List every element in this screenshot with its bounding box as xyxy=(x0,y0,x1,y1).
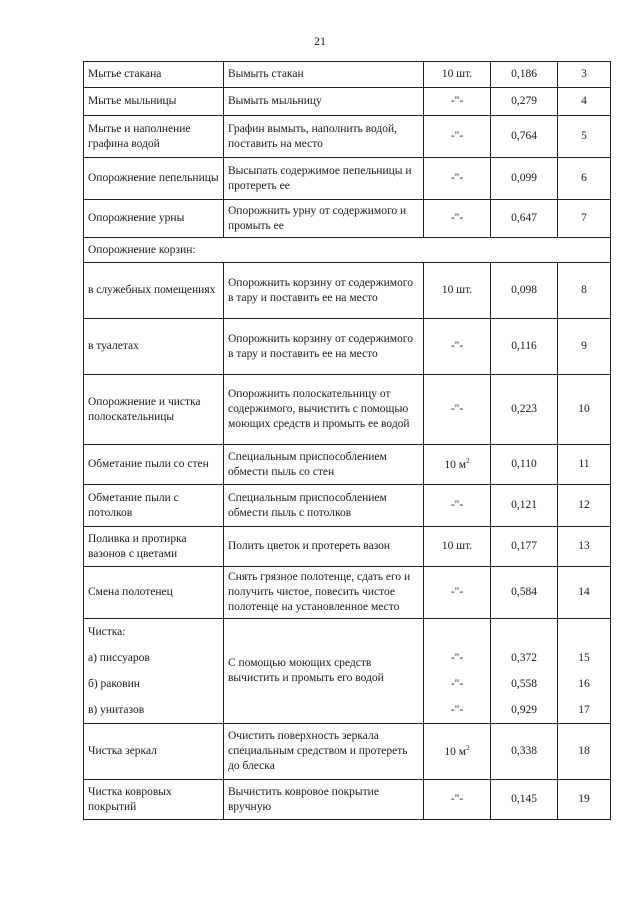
cleaning-item-label: б) раковин xyxy=(88,678,140,690)
description-cell: Опорожнить корзину от содержимого в тару и поставить ее на место xyxy=(224,319,424,375)
section-title: Опорожнение корзин: xyxy=(84,238,611,263)
cleaning-title: Чистка: xyxy=(88,626,126,638)
unit-cell: -"- xyxy=(424,780,491,820)
table-row xyxy=(84,263,611,319)
row-number-cell: 18 xyxy=(558,724,611,780)
norm-value: 0,558 xyxy=(511,678,537,690)
unit-value: -"- xyxy=(450,704,464,716)
table-row xyxy=(84,724,611,780)
operation-cell: Опорожнение и чистка полоскательницы xyxy=(84,375,224,445)
table-row xyxy=(84,445,611,485)
norm-value-cell: 0,110 xyxy=(491,445,558,485)
norm-value-cell: 0,099 xyxy=(491,158,558,200)
description-cell: Опорожнить корзину от содержимого в тару и поставить ее на место xyxy=(224,263,424,319)
unit-cell: -"- xyxy=(424,485,491,527)
table-row xyxy=(84,780,611,820)
unit-exponent: 2 xyxy=(466,456,470,465)
table-row xyxy=(84,567,611,619)
row-number-cell: 10 xyxy=(558,375,611,445)
operation-cell: Опорожнение урны xyxy=(84,200,224,238)
description-cell: Высыпать содержимое пепельницы и протереть ее xyxy=(224,158,424,200)
table-row xyxy=(84,527,611,567)
unit-base: 10 м xyxy=(444,745,467,758)
operation-cell: Чистка ковровых покрытий xyxy=(84,780,224,820)
row-number-cell: 6 xyxy=(558,158,611,200)
operation-cell: Мытье мыльницы xyxy=(84,88,224,116)
norm-value-cell: 0,584 xyxy=(491,567,558,619)
norm-value-cell: 0,338 xyxy=(491,724,558,780)
unit-cell: -"- xyxy=(424,375,491,445)
description-cell: Графин вымыть, наполнить водой, поставить на место xyxy=(224,116,424,158)
unit-exponent: 2 xyxy=(466,743,470,752)
unit-cell: 10 шт. xyxy=(424,62,491,88)
row-number: 16 xyxy=(578,678,590,690)
operation-cell: Обметание пыли с потолков xyxy=(84,485,224,527)
unit-cell: -"- xyxy=(424,319,491,375)
description-cell: Снять грязное полотенце, сдать его и получить чистое, повесить чистое полотенце на установленное место xyxy=(224,567,424,619)
description-cell: Очистить поверхность зеркала специальным средством и протереть до блеска xyxy=(224,724,424,780)
norm-value-cell: 0,223 xyxy=(491,375,558,445)
operation-cell: Мытье стакана xyxy=(84,62,224,88)
section-row xyxy=(84,238,611,263)
description-cell: Полить цветок и протереть вазон xyxy=(224,527,424,567)
description-cell: Специальным приспособлением обмести пыль с потолков xyxy=(224,485,424,527)
row-number-cell: 9 xyxy=(558,319,611,375)
norm-value-cell: 0,116 xyxy=(491,319,558,375)
norm-value-cell: 0,647 xyxy=(491,200,558,238)
norm-value-cell: 0,764 xyxy=(491,116,558,158)
unit-cell: 10 шт. xyxy=(424,527,491,567)
operation-cell: Обметание пыли со стен xyxy=(84,445,224,485)
table-row xyxy=(84,88,611,116)
row-number-cell: 3 xyxy=(558,62,611,88)
cleaning-group-labels xyxy=(84,619,224,724)
unit-cell: -"- xyxy=(424,116,491,158)
cleaning-item-label: в) унитазов xyxy=(88,704,145,716)
operation-cell: Смена полотенец xyxy=(84,567,224,619)
unit-base: 10 м xyxy=(444,458,467,471)
row-number-cell: 7 xyxy=(558,200,611,238)
unit-value: -"- xyxy=(450,652,464,664)
description-cell: Вымыть стакан xyxy=(224,62,424,88)
description-cell: С помощью моющих средств вычистить и промыть его водой xyxy=(224,619,424,724)
operation-cell: Чистка зеркал xyxy=(84,724,224,780)
unit-cell: -"- xyxy=(424,200,491,238)
norm-value-cell: 0,186 xyxy=(491,62,558,88)
row-number-cell: 5 xyxy=(558,116,611,158)
row-number-cell: 14 xyxy=(558,567,611,619)
unit-cell xyxy=(424,445,491,485)
operation-cell: Опорожнение пепельницы xyxy=(84,158,224,200)
description-cell: Опорожнить полоскательницу от содержимого, вычистить с помощью моющих средств и промыть ее водой xyxy=(224,375,424,445)
cleaning-numbers xyxy=(558,619,611,724)
table-row xyxy=(84,62,611,88)
table-row xyxy=(84,158,611,200)
unit-cell: -"- xyxy=(424,88,491,116)
row-number-cell: 12 xyxy=(558,485,611,527)
row-number: 17 xyxy=(578,704,590,716)
operation-cell: Поливка и протирка вазонов с цветами xyxy=(84,527,224,567)
description-cell: Вымыть мыльницу xyxy=(224,88,424,116)
row-number-cell: 13 xyxy=(558,527,611,567)
norm-value-cell: 0,177 xyxy=(491,527,558,567)
operation-cell: в служебных помещениях xyxy=(84,263,224,319)
row-number-cell: 4 xyxy=(558,88,611,116)
cleaning-values xyxy=(491,619,558,724)
table-row xyxy=(84,200,611,238)
row-number-cell: 11 xyxy=(558,445,611,485)
description-cell: Опорожнить урну от содержимого и промыть ее xyxy=(224,200,424,238)
page-number: 21 xyxy=(314,34,326,48)
norms-table xyxy=(83,61,611,820)
operation-cell: в туалетах xyxy=(84,319,224,375)
operation-cell: Мытье и наполнение графина водой xyxy=(84,116,224,158)
unit-cell: -"- xyxy=(424,158,491,200)
norm-value-cell: 0,279 xyxy=(491,88,558,116)
row-number-cell: 8 xyxy=(558,263,611,319)
description-cell: Специальным приспособлением обмести пыль со стен xyxy=(224,445,424,485)
table-row xyxy=(84,319,611,375)
unit-value: -"- xyxy=(450,678,464,690)
cleaning-group-row xyxy=(84,619,611,724)
norm-value-cell: 0,121 xyxy=(491,485,558,527)
row-number-cell: 19 xyxy=(558,780,611,820)
table-row xyxy=(84,375,611,445)
norm-value-cell: 0,098 xyxy=(491,263,558,319)
description-cell: Вычистить ковровое покрытие вручную xyxy=(224,780,424,820)
unit-cell: 10 шт. xyxy=(424,263,491,319)
cleaning-item-label: а) писсуаров xyxy=(88,652,150,664)
row-number: 15 xyxy=(578,652,590,664)
unit-cell xyxy=(424,724,491,780)
norm-value-cell: 0,145 xyxy=(491,780,558,820)
table-row xyxy=(84,485,611,527)
cleaning-units xyxy=(424,619,491,724)
table-row xyxy=(84,116,611,158)
norm-value: 0,929 xyxy=(511,704,537,716)
unit-cell: -"- xyxy=(424,567,491,619)
norm-value: 0,372 xyxy=(511,652,537,664)
